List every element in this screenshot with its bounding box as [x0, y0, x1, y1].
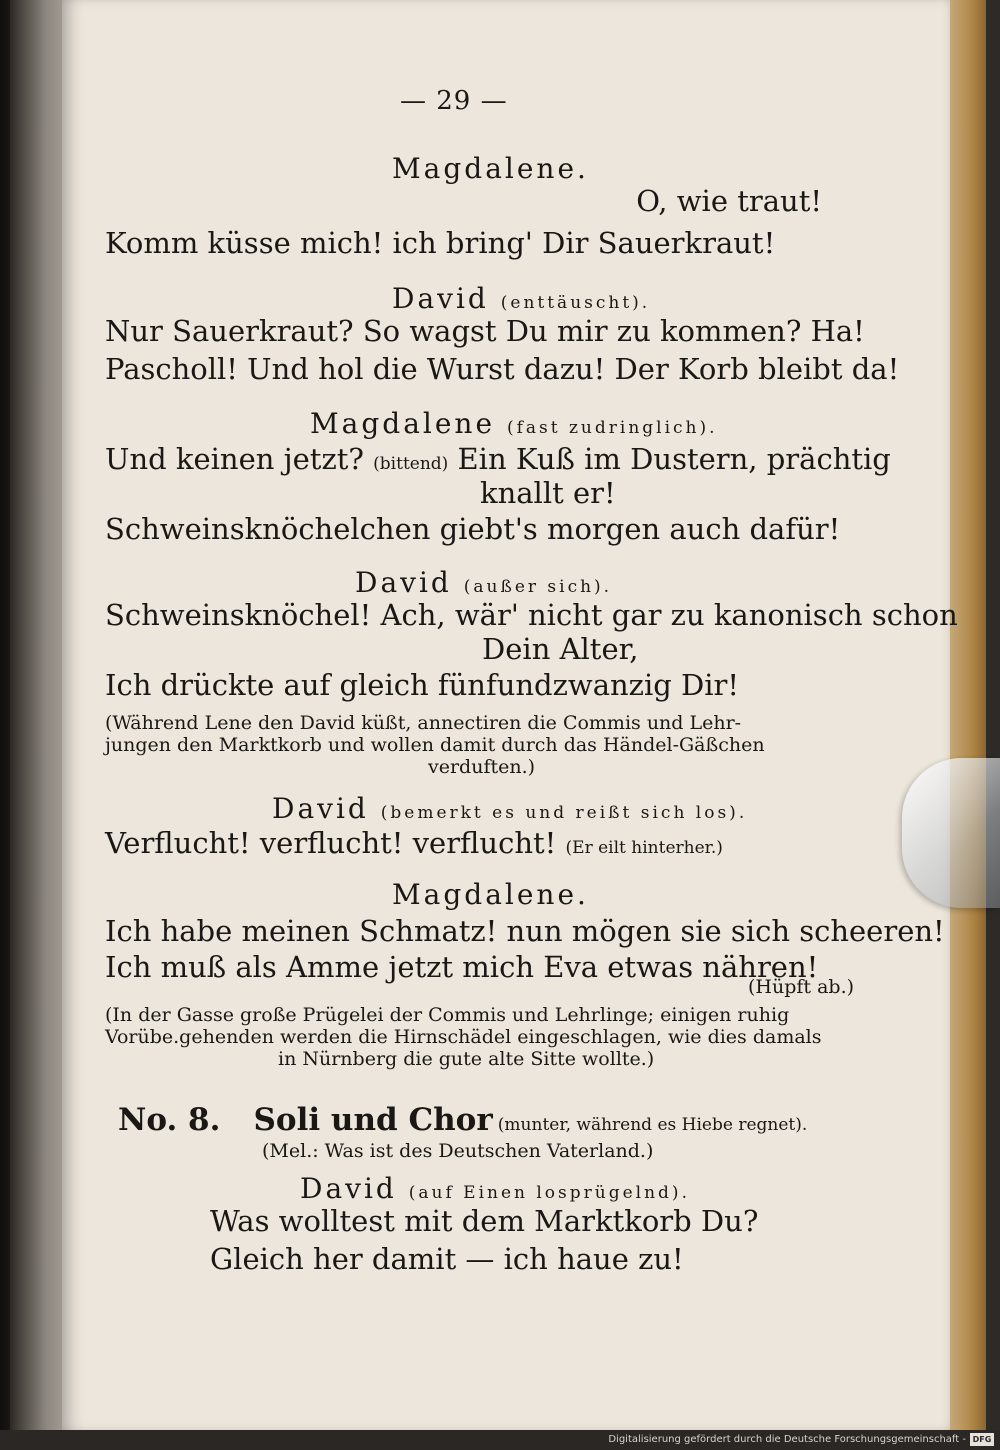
- funding-notice: Digitalisierung gefördert durch die Deutsche Forschungsgemeinschaft -: [608, 1434, 966, 1445]
- verse-line: Was wolltest mit dem Marktkorb Du?: [210, 1204, 759, 1238]
- speaker-direction: (außer sich).: [463, 577, 613, 597]
- stage-direction: verduften.): [428, 756, 536, 778]
- verse-line: [105, 826, 723, 860]
- verse-line: Pascholl! Und hol die Wurst dazu! Der Korb bleibt da!: [105, 352, 900, 386]
- speaker-heading: [310, 407, 718, 440]
- stage-direction: Vorübe.gehenden werden die Hirnschädel eingeschlagen, wie dies damals: [105, 1026, 822, 1048]
- book-edge: [950, 0, 986, 1430]
- speaker-name: David: [355, 566, 452, 599]
- speaker-heading: [392, 152, 589, 185]
- number-heading: [118, 1102, 807, 1138]
- verse-line: Ich habe meinen Schmatz! nun mögen sie sich scheeren!: [105, 914, 945, 948]
- number-title: Soli und Chor: [253, 1102, 493, 1138]
- verse-line: [105, 442, 891, 476]
- speaker-name: David: [392, 282, 489, 315]
- verse-text: Und keinen jetzt?: [105, 442, 364, 476]
- speaker-direction: (enttäuscht).: [500, 293, 651, 313]
- speaker-name: Magdalene.: [392, 152, 589, 185]
- speaker-direction: (bemerkt es und reißt sich los).: [380, 803, 748, 823]
- speaker-name: David: [272, 792, 369, 825]
- scan-background: [986, 0, 1000, 1430]
- speaker-heading: [355, 566, 612, 599]
- verse-line: Dein Alter,: [482, 632, 639, 666]
- verse-line: Schweinsknöchelchen giebt's morgen auch dafür!: [105, 512, 841, 546]
- verse-text: Ein Kuß im Dustern, prächtig: [457, 442, 891, 476]
- speaker-direction: (auf Einen losprügelnd).: [408, 1183, 690, 1203]
- melody-note: (Mel.: Was ist des Deutschen Vaterland.): [262, 1140, 654, 1162]
- verse-line: Schweinsknöchel! Ach, wär' nicht gar zu kanonisch schon: [105, 598, 958, 632]
- speaker-name: Magdalene: [310, 407, 496, 440]
- stage-direction: jungen den Marktkorb und wollen damit durch das Händel-Gäßchen: [105, 734, 765, 756]
- verse-text: Verflucht! verflucht! verflucht!: [105, 826, 557, 860]
- stage-direction: (Während Lene den David küßt, annectiren die Commis und Lehr-: [105, 712, 742, 734]
- verse-line: Komm küsse mich! ich bring' Dir Sauerkraut!: [105, 226, 776, 260]
- speaker-name: David: [300, 1172, 397, 1205]
- inline-direction: (Er eilt hinterher.): [565, 838, 723, 858]
- verse-line: Gleich her damit — ich haue zu!: [210, 1242, 684, 1276]
- verse-line: O, wie traut!: [636, 184, 822, 218]
- page-clip: [902, 758, 1000, 908]
- stage-direction: (Hüpft ab.): [748, 976, 855, 998]
- speaker-heading: [392, 878, 589, 911]
- speaker-heading: [300, 1172, 690, 1205]
- verse-line: knallt er!: [480, 476, 616, 510]
- speaker-name: Magdalene.: [392, 878, 589, 911]
- speaker-heading: [392, 282, 650, 315]
- inline-direction: (bittend): [373, 454, 449, 474]
- number-direction: (munter, während es Hiebe regnet).: [497, 1115, 808, 1135]
- stage-direction: in Nürnberg die gute alte Sitte wollte.): [278, 1048, 655, 1070]
- stage-direction: (In der Gasse große Prügelei der Commis und Lehrlinge; einigen ruhig: [105, 1004, 790, 1026]
- speaker-heading: [272, 792, 747, 825]
- verse-line: Ich drückte auf gleich fünfundzwanzig Dir!: [105, 668, 740, 702]
- speaker-direction: (fast zudringlich).: [506, 418, 718, 438]
- page-number: — 29 —: [400, 86, 508, 116]
- verse-line: Ich muß als Amme jetzt mich Eva etwas nähren!: [105, 950, 819, 984]
- previous-page-edge: [10, 0, 62, 1450]
- dfg-logo: DFG: [970, 1433, 994, 1446]
- verse-line: Nur Sauerkraut? So wagst Du mir zu kommen? Ha!: [105, 314, 865, 348]
- number-label: No. 8.: [118, 1102, 221, 1138]
